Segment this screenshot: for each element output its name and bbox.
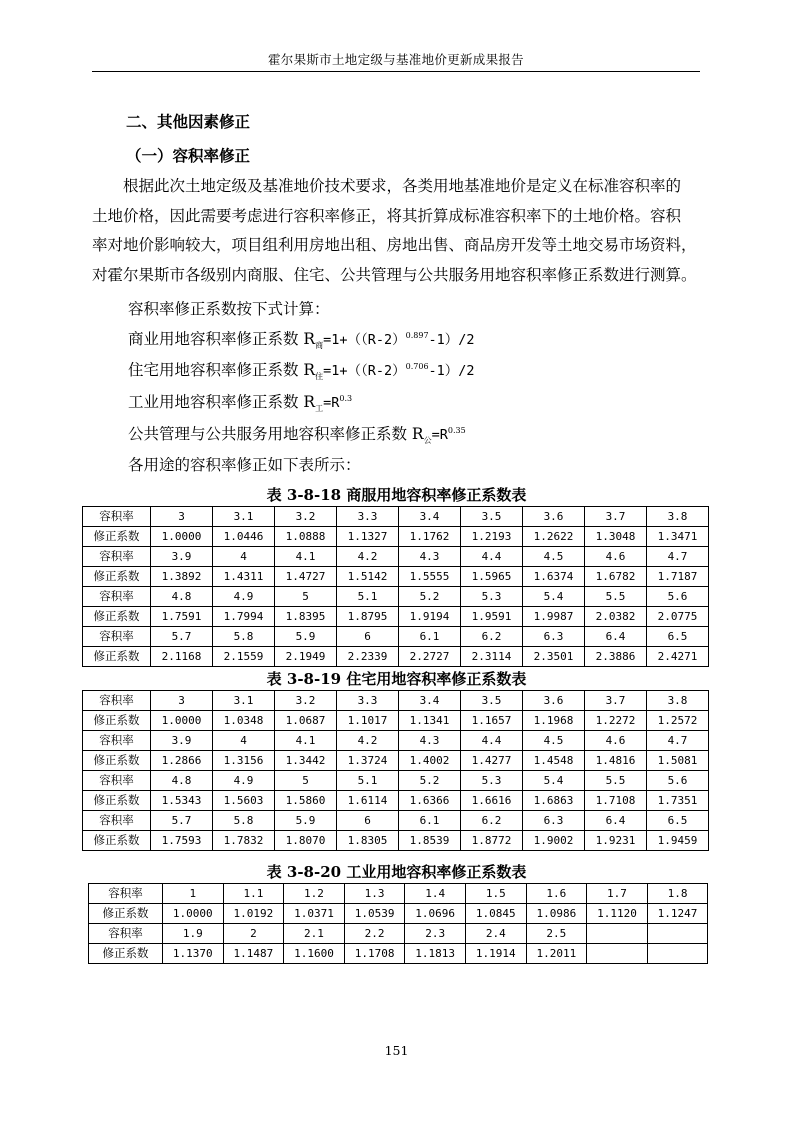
table-cell: 5.3: [461, 587, 523, 607]
table-cell: 1.0192: [223, 904, 284, 924]
table-cell: 1.1487: [223, 944, 284, 964]
row-header-cell: 容积率: [83, 627, 151, 647]
table-cell: 6: [337, 811, 399, 831]
row-header-cell: 容积率: [83, 691, 151, 711]
table-cell: 5.9: [275, 627, 337, 647]
table-row: [89, 924, 708, 944]
table-cell: 1.9459: [647, 831, 709, 851]
paragraph-line: 对霍尔果斯市各级别内商服、住宅、公共管理与公共服务用地容积率修正系数进行测算。: [92, 265, 697, 284]
table-cell: 5.6: [647, 771, 709, 791]
table-cell: 1.7832: [213, 831, 275, 851]
table-cell: 1.7593: [151, 831, 213, 851]
table-cell: 1.1968: [523, 711, 585, 731]
table-row: [83, 547, 709, 567]
table-row: [83, 731, 709, 751]
table-cell: 1.3471: [647, 527, 709, 547]
table-cell: 1.1657: [461, 711, 523, 731]
table-cell: 1.0000: [151, 711, 213, 731]
table-cell: 5.8: [213, 627, 275, 647]
table-cell: 1.8395: [275, 607, 337, 627]
table-cell: 1.4002: [399, 751, 461, 771]
table-cell: 5.4: [523, 587, 585, 607]
table-row: [83, 711, 709, 731]
table-cell: 3.8: [647, 691, 709, 711]
table-cell: 4.7: [647, 731, 709, 751]
table-cell: 6.3: [523, 811, 585, 831]
table-cell: 1.1327: [337, 527, 399, 547]
table-cell: 1.8070: [275, 831, 337, 851]
table-cell: 1.1: [223, 884, 284, 904]
table-cell: 4: [213, 547, 275, 567]
table-cell: 1.9987: [523, 607, 585, 627]
row-header-cell: 修正系数: [83, 831, 151, 851]
table-cell: 1.7108: [585, 791, 647, 811]
table-cell: [647, 944, 708, 964]
table-cell: 2.2727: [399, 647, 461, 667]
table-cell: 1.4548: [523, 751, 585, 771]
table-cell: 2.0775: [647, 607, 709, 627]
row-header-cell: 修正系数: [89, 944, 163, 964]
table-cell: [587, 944, 648, 964]
table-row: [83, 751, 709, 771]
formula-public: 公共管理与公共服务用地容积率修正系数 $R_公=R^{0.35}$: [128, 425, 466, 446]
table-cell: 3.7: [585, 691, 647, 711]
table-row: [83, 587, 709, 607]
table-cell: 1.9591: [461, 607, 523, 627]
table-cell: 1.5555: [399, 567, 461, 587]
table-cell: 3.1: [213, 691, 275, 711]
table-cell: 1.8772: [461, 831, 523, 851]
section-title: 二、其他因素修正: [126, 112, 251, 131]
table-cell: 3.9: [151, 731, 213, 751]
table-row: [89, 884, 708, 904]
table-cell: 1.6: [526, 884, 587, 904]
table-cell: 1.2: [284, 884, 345, 904]
table-row: [83, 527, 709, 547]
table-cell: 1.9231: [585, 831, 647, 851]
table-cell: 1.8: [647, 884, 708, 904]
table-cell: 2.4271: [647, 647, 709, 667]
table-cell: 6.1: [399, 811, 461, 831]
table-cell: 4: [213, 731, 275, 751]
table-cell: 1.3156: [213, 751, 275, 771]
table-intro: 各用途的容积率修正如下表所示：: [128, 456, 361, 474]
table-cell: 5.5: [585, 587, 647, 607]
table-cell: 6.2: [461, 627, 523, 647]
paragraph-line: 土地价格，因此需要考虑进行容积率修正，将其折算成标准容积率下的土地价格。容积: [92, 206, 682, 225]
table-cell: 1.6782: [585, 567, 647, 587]
table-row: [83, 771, 709, 791]
table-cell: 3.7: [585, 507, 647, 527]
table-row: [83, 791, 709, 811]
row-header-cell: 容积率: [89, 924, 163, 944]
table-cell: 1.6374: [523, 567, 585, 587]
table-cell: 3.6: [523, 507, 585, 527]
table-cell: 2.1559: [213, 647, 275, 667]
table-cell: 2: [223, 924, 284, 944]
table-cell: 2.2339: [337, 647, 399, 667]
table-cell: 1.5860: [275, 791, 337, 811]
commercial-coefficient-table: [82, 506, 709, 667]
row-header-cell: 修正系数: [83, 791, 151, 811]
table-cell: 1.0000: [163, 904, 224, 924]
table-cell: 1.7591: [151, 607, 213, 627]
table-cell: 6.4: [585, 811, 647, 831]
table-cell: 1.6863: [523, 791, 585, 811]
table-row: [83, 567, 709, 587]
row-header-cell: 容积率: [83, 731, 151, 751]
table-cell: 3.6: [523, 691, 585, 711]
table-cell: 2.3501: [523, 647, 585, 667]
table-cell: 1.0687: [275, 711, 337, 731]
table-cell: 1.4277: [461, 751, 523, 771]
table-cell: 5.7: [151, 627, 213, 647]
formula-industrial: 工业用地容积率修正系数 $R_工=R^{0.3}$: [128, 393, 353, 414]
table-cell: 1.3724: [337, 751, 399, 771]
table-row: [83, 647, 709, 667]
paragraph-line: 根据此次土地定级及基准地价技术要求，各类用地基准地价是定义在标准容积率的: [123, 177, 682, 195]
subsection-title: （一）容积率修正: [126, 146, 251, 165]
table-cell: 6.5: [647, 627, 709, 647]
running-header: 霍尔果斯市土地定级与基准地价更新成果报告: [267, 52, 524, 67]
table-cell: 4.4: [461, 547, 523, 567]
table-cell: 3.5: [461, 691, 523, 711]
table-cell: 1.2866: [151, 751, 213, 771]
row-header-cell: 修正系数: [83, 607, 151, 627]
table-cell: 4.8: [151, 771, 213, 791]
table-cell: 1.3: [344, 884, 405, 904]
table-cell: 1.9: [163, 924, 224, 944]
row-header-cell: 容积率: [83, 811, 151, 831]
row-header-cell: 修正系数: [83, 647, 151, 667]
table-cell: 2.0382: [585, 607, 647, 627]
table-cell: 1.5603: [213, 791, 275, 811]
table-cell: 1.1914: [465, 944, 526, 964]
table-cell: 4.6: [585, 547, 647, 567]
table-cell: 4.2: [337, 731, 399, 751]
table-cell: 4.3: [399, 547, 461, 567]
table-cell: 1.4727: [275, 567, 337, 587]
table-cell: 5.6: [647, 587, 709, 607]
table-cell: 1.1813: [405, 944, 466, 964]
table-cell: 1.7994: [213, 607, 275, 627]
table-cell: 3.4: [399, 691, 461, 711]
row-header-cell: 修正系数: [83, 567, 151, 587]
table-cell: 6.4: [585, 627, 647, 647]
table-cell: 1.7351: [647, 791, 709, 811]
table-cell: 1.8795: [337, 607, 399, 627]
table-cell: 3.4: [399, 507, 461, 527]
row-header-cell: 修正系数: [83, 751, 151, 771]
table-cell: 2.4: [465, 924, 526, 944]
table-cell: 1.9194: [399, 607, 461, 627]
table-cell: 1.2622: [523, 527, 585, 547]
table-cell: 1.5965: [461, 567, 523, 587]
table-cell: 5: [275, 771, 337, 791]
table-cell: 1.6366: [399, 791, 461, 811]
table-cell: 1.4311: [213, 567, 275, 587]
table-cell: 3.1: [213, 507, 275, 527]
table-cell: 3.3: [337, 507, 399, 527]
formula-commercial: 商业用地容积率修正系数 $R_商=1+((R-2)^{0.897}-1)/2$: [128, 330, 475, 351]
table-cell: 1.5142: [337, 567, 399, 587]
table-row: [83, 627, 709, 647]
table-cell: 1.2572: [647, 711, 709, 731]
residential-coefficient-table: [82, 690, 709, 851]
table-cell: 1.1247: [647, 904, 708, 924]
table-cell: 1.2272: [585, 711, 647, 731]
table-cell: 1.0348: [213, 711, 275, 731]
table-cell: 5.4: [523, 771, 585, 791]
table-cell: 1.0371: [284, 904, 345, 924]
table-cell: 2.1949: [275, 647, 337, 667]
table-cell: 4.3: [399, 731, 461, 751]
table-cell: 5.7: [151, 811, 213, 831]
table2-caption: 表 3-8-19 住宅用地容积率修正系数表: [266, 670, 527, 688]
table-cell: 1.1762: [399, 527, 461, 547]
table-cell: 1.8305: [337, 831, 399, 851]
table-cell: 2.1: [284, 924, 345, 944]
table-cell: 4.5: [523, 731, 585, 751]
row-header-cell: 容积率: [83, 587, 151, 607]
table-cell: 1.0696: [405, 904, 466, 924]
row-header-cell: 容积率: [83, 771, 151, 791]
table-cell: 1.1600: [284, 944, 345, 964]
table-cell: 1.9002: [523, 831, 585, 851]
table-cell: 1.6114: [337, 791, 399, 811]
table-cell: 1.1120: [587, 904, 648, 924]
table-row: [83, 831, 709, 851]
table3-caption: 表 3-8-20 工业用地容积率修正系数表: [266, 863, 527, 881]
table-cell: 1.2193: [461, 527, 523, 547]
table-cell: 6.2: [461, 811, 523, 831]
row-header-cell: 修正系数: [83, 711, 151, 731]
table-cell: 4.9: [213, 771, 275, 791]
table-cell: 1.4816: [585, 751, 647, 771]
table-cell: 1.0539: [344, 904, 405, 924]
table-cell: 1.6616: [461, 791, 523, 811]
table-cell: 1.5: [465, 884, 526, 904]
table-cell: 5.2: [399, 771, 461, 791]
table-cell: 1.1370: [163, 944, 224, 964]
table-cell: 1.0986: [526, 904, 587, 924]
table-cell: 2.3: [405, 924, 466, 944]
table-cell: 4.8: [151, 587, 213, 607]
table-cell: 5.3: [461, 771, 523, 791]
table-cell: 1.0888: [275, 527, 337, 547]
page-number: 151: [384, 1043, 409, 1058]
table-row: [89, 944, 708, 964]
table-cell: 4.7: [647, 547, 709, 567]
table-cell: 2.5: [526, 924, 587, 944]
table-cell: 4.9: [213, 587, 275, 607]
row-header-cell: 修正系数: [83, 527, 151, 547]
formula-residential: 住宅用地容积率修正系数 $R_住=1+((R-2)^{0.706}-1)/2$: [128, 361, 475, 382]
table-row: [89, 904, 708, 924]
row-header-cell: 容积率: [89, 884, 163, 904]
table-cell: 1.1017: [337, 711, 399, 731]
table-cell: 1.2011: [526, 944, 587, 964]
table-cell: 1.4: [405, 884, 466, 904]
table-cell: 2.2: [344, 924, 405, 944]
table-cell: 5.2: [399, 587, 461, 607]
table-cell: 5.9: [275, 811, 337, 831]
table-cell: 4.4: [461, 731, 523, 751]
table-cell: 2.3886: [585, 647, 647, 667]
table-cell: 4.5: [523, 547, 585, 567]
table-cell: 3: [151, 507, 213, 527]
table-cell: 3.5: [461, 507, 523, 527]
table-cell: 6.3: [523, 627, 585, 647]
table-cell: 1.5081: [647, 751, 709, 771]
table-cell: 1.0000: [151, 527, 213, 547]
table-cell: 1.3048: [585, 527, 647, 547]
table1-caption: 表 3-8-18 商服用地容积率修正系数表: [266, 486, 527, 504]
table-cell: 5: [275, 587, 337, 607]
table-cell: 1.7: [587, 884, 648, 904]
row-header-cell: 容积率: [83, 507, 151, 527]
table-cell: 1: [163, 884, 224, 904]
table-cell: 3.2: [275, 691, 337, 711]
table-cell: 5.5: [585, 771, 647, 791]
table-cell: 1.1341: [399, 711, 461, 731]
table-cell: 5.1: [337, 587, 399, 607]
table-cell: 5.8: [213, 811, 275, 831]
row-header-cell: 容积率: [83, 547, 151, 567]
table-cell: 5.1: [337, 771, 399, 791]
table-cell: [647, 924, 708, 944]
formula-intro: 容积率修正系数按下式计算：: [128, 300, 330, 318]
table-cell: 6: [337, 627, 399, 647]
table-cell: 1.3442: [275, 751, 337, 771]
table-cell: 1.5343: [151, 791, 213, 811]
industrial-coefficient-table: [88, 883, 708, 964]
table-cell: 1.7187: [647, 567, 709, 587]
table-cell: 1.0446: [213, 527, 275, 547]
row-header-cell: 修正系数: [89, 904, 163, 924]
table-cell: 6.1: [399, 627, 461, 647]
table-cell: 3.3: [337, 691, 399, 711]
table-cell: 4.1: [275, 731, 337, 751]
table-cell: 1.1708: [344, 944, 405, 964]
table-cell: 3.8: [647, 507, 709, 527]
table-cell: [587, 924, 648, 944]
table-cell: 2.3114: [461, 647, 523, 667]
table-cell: 1.0845: [465, 904, 526, 924]
table-cell: 4.2: [337, 547, 399, 567]
table-cell: 4.1: [275, 547, 337, 567]
table-cell: 6.5: [647, 811, 709, 831]
table-cell: 2.1168: [151, 647, 213, 667]
table-row: [83, 607, 709, 627]
paragraph: [92, 172, 702, 290]
table-cell: 3.9: [151, 547, 213, 567]
table-cell: 3: [151, 691, 213, 711]
table-cell: 4.6: [585, 731, 647, 751]
table-cell: 1.3892: [151, 567, 213, 587]
table-cell: 3.2: [275, 507, 337, 527]
header-rule: [92, 71, 700, 72]
table-cell: 1.8539: [399, 831, 461, 851]
table-row: [83, 691, 709, 711]
table-row: [83, 507, 709, 527]
table-row: [83, 811, 709, 831]
paragraph-line: 率对地价影响较大，项目组利用房地出租、房地出售、商品房开发等土地交易市场资料，: [92, 236, 697, 254]
